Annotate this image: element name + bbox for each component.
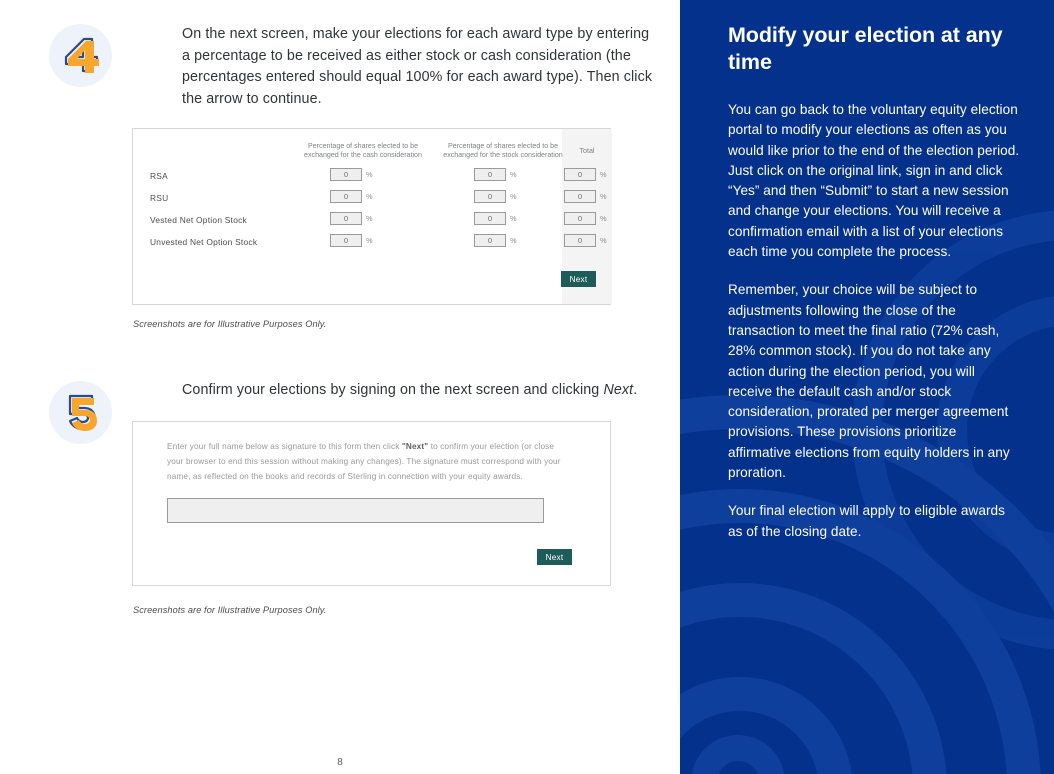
signature-form-next-button[interactable]: Next [537, 549, 572, 565]
input-rsu-total: 0 [564, 190, 596, 203]
election-form-next-button[interactable]: Next [561, 271, 596, 287]
percent-symbol: % [510, 214, 517, 223]
input-vested-total: 0 [564, 212, 596, 225]
numeral-5-icon [60, 392, 102, 434]
step-5-text-after: . [633, 382, 638, 398]
cell-rsa-stock[interactable] [474, 168, 517, 181]
input-vested-cash[interactable]: 0 [330, 212, 362, 225]
percent-symbol: % [366, 236, 373, 245]
percent-symbol: % [600, 236, 607, 245]
cell-unvested-total [564, 234, 607, 247]
signature-instructions [167, 439, 565, 484]
sidebar-content [680, 0, 1054, 542]
input-unvested-total: 0 [564, 234, 596, 247]
step-5-instruction-text [182, 380, 657, 402]
input-unvested-stock[interactable]: 0 [474, 234, 506, 247]
step-5-badge [49, 381, 112, 444]
input-unvested-cash[interactable]: 0 [330, 234, 362, 247]
cell-rsa-total [564, 168, 607, 181]
cell-vested-total [564, 212, 607, 225]
percent-symbol: % [366, 214, 373, 223]
signature-instructions-part1: Enter your full name below as signature to this form then click [167, 442, 402, 451]
cell-unvested-stock[interactable] [474, 234, 517, 247]
input-vested-stock[interactable]: 0 [474, 212, 506, 225]
step-5-text-before: Confirm your elections by signing on the next screen and clicking [182, 382, 604, 398]
input-rsu-stock[interactable]: 0 [474, 190, 506, 203]
input-rsa-total: 0 [564, 168, 596, 181]
signature-input[interactable] [167, 498, 544, 523]
cell-rsa-cash[interactable] [330, 168, 373, 181]
input-rsa-stock[interactable]: 0 [474, 168, 506, 181]
sidebar-title: Modify your election at any time [728, 23, 1003, 74]
sidebar-paragraph-3: Your final election will apply to eligible awards as of the closing date. [728, 503, 1005, 539]
cell-rsu-total [564, 190, 607, 203]
sidebar-panel [680, 0, 1054, 774]
input-rsu-cash[interactable]: 0 [330, 190, 362, 203]
percent-symbol: % [510, 236, 517, 245]
sidebar-paragraph-1: You can go back to the voluntary equity election portal to modify your elections as often as you would like prior to the end of the election period. Just click on the original link, sign in and click “Yes” and then “Submit” to start a new session and change your elections. You will receive a confirmation email with a list of your elections each time you complete the process. [728, 102, 1020, 260]
caption-screenshot-disclaimer-1: Screenshots are for Illustrative Purposes Only. [133, 319, 327, 329]
sidebar-paragraph-2: Remember, your choice will be subject to adjustments following the close of the transaction to meet the final ratio (72% cash, 28% common stock). If you do not take any action during the election period, you will receive the default cash and/or stock consideration, prorated per merger agreement provisions. These provisions prioritize affirmative elections from equity holders in any proration. [728, 282, 1010, 481]
percent-symbol: % [366, 192, 373, 201]
header-stock-consideration: Percentage of shares elected to be exchanged for the stock consideration [443, 142, 563, 160]
percent-symbol: % [600, 192, 607, 201]
step-4-instruction-text: On the next screen, make your elections for each award type by entering a percentage to be received as either stock or cash consideration (the percentages entered should equal 100% for each award type). Then click the arrow to continue. [182, 26, 653, 107]
cell-unvested-cash[interactable] [330, 234, 373, 247]
page-number: 8 [337, 757, 343, 768]
cell-rsu-cash[interactable] [330, 190, 373, 203]
row-label-rsa: RSA [150, 171, 168, 181]
election-form-screenshot [132, 128, 611, 305]
signature-instructions-next-emphasis: "Next" [401, 442, 429, 451]
header-total: Total [579, 147, 595, 155]
cell-rsu-stock[interactable] [474, 190, 517, 203]
caption-screenshot-disclaimer-2: Screenshots are for Illustrative Purposes Only. [133, 605, 327, 615]
signature-instructions-part2: to confirm your election (or close your browser to end this session without making any changes). The signature must correspond with your name, as reflected on the books and records of Sterling in connection with your equity awards. [167, 442, 561, 481]
numeral-4-icon [60, 35, 102, 77]
percent-symbol: % [510, 192, 517, 201]
row-label-rsu: RSU [150, 193, 169, 203]
percent-symbol: % [366, 170, 373, 179]
row-label-vested-net-option-stock: Vested Net Option Stock [150, 215, 247, 225]
header-cash-consideration: Percentage of shares elected to be exchanged for the cash consideration [304, 142, 422, 160]
input-rsa-cash[interactable]: 0 [330, 168, 362, 181]
percent-symbol: % [510, 170, 517, 179]
step-4-badge [49, 24, 112, 87]
cell-vested-cash[interactable] [330, 212, 373, 225]
percent-symbol: % [600, 214, 607, 223]
step-5-text-italic: Next [603, 382, 634, 398]
signature-form-screenshot [132, 421, 611, 586]
cell-vested-stock[interactable] [474, 212, 517, 225]
election-form-table [133, 129, 610, 304]
percent-symbol: % [600, 170, 607, 179]
row-label-unvested-net-option-stock: Unvested Net Option Stock [150, 237, 258, 247]
